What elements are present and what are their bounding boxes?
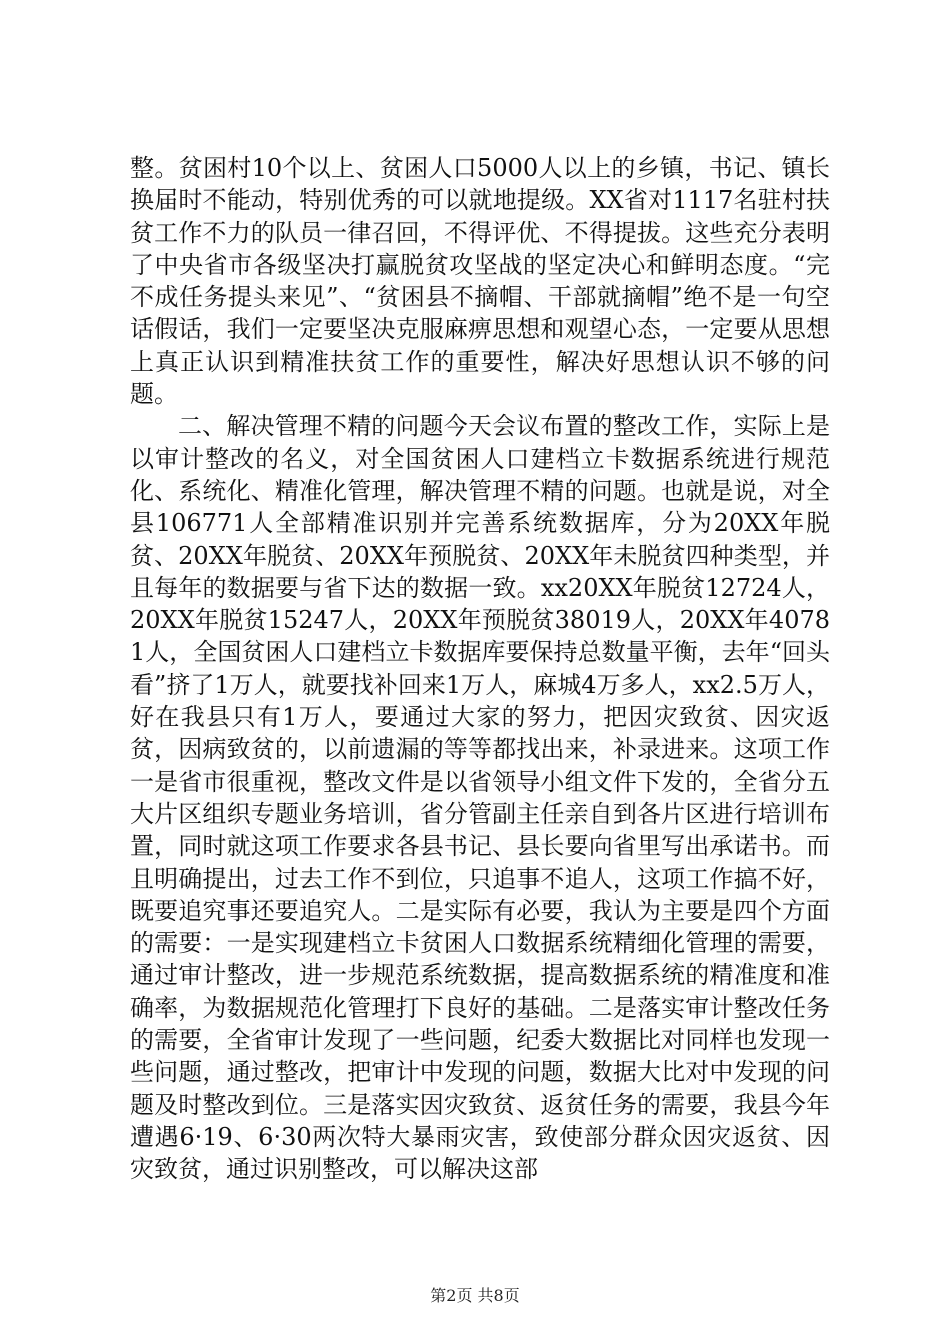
page-footer: 第2页 共8页 [430,1286,520,1305]
paragraph-continued: 整。贫困村10个以上、贫困人口5000人以上的乡镇，书记、镇长换届时不能动，特别优秀的可以就地提级。XX省对1117名驻村扶贫工作不力的队员一律召回，不得评优、不得提拔。这些充分表明了中央省市各级坚决打赢脱贫攻坚战的坚定决心和鲜明态度。“完不成任务提头来见”、“贫困县不摘帽、干部就摘帽”绝不是一句空话假话，我们一定要坚决克服麻痹思想和观望心态，一定要从思想上真正认识到精准扶贫工作的重要性，解决好思想认识不够的问题。 [130,154,830,409]
document-body [130,152,830,1186]
paragraph-section-two: 二、解决管理不精的问题今天会议布置的整改工作，实际上是以审计整改的名义，对全国贫困人口建档立卡数据系统进行规范化、系统化、精准化管理，解决管理不精的问题。也就是说，对全县106771人全部精准识别并完善系统数据库，分为20XX年脱贫、20XX年脱贫、20XX年预脱贫、20XX年未脱贫四种类型，并且每年的数据要与省下达的数据一致。xx20XX年脱贫12724人，20XX年脱贫15247人，20XX年预脱贫38019人，20XX年40781人，全国贫困人口建档立卡数据库要保持总数量平衡，去年“回头看”挤了1万人，就要找补回来1万人，麻城4万多人，xx2.5万人，好在我县只有1万人，要通过大家的努力，把因灾致贫、因灾返贫，因病致贫的，以前遗漏的等等都找出来，补录进来。这项工作一是省市很重视，整改文件是以省领导小组文件下发的，全省分五大片区组织专题业务培训，省分管副主任亲自到各片区进行培训布置，同时就这项工作要求各县书记、县长要向省里写出承诺书。而且明确提出，过去工作不到位，只追事不追人，这项工作搞不好，既要追究事还要追究人。二是实际有必要，我认为主要是四个方面的需要：一是实现建档立卡贫困人口数据系统精细化管理的需要，通过审计整改，进一步规范系统数据，提高数据系统的精准度和准确率，为数据规范化管理打下良好的基础。二是落实审计整改任务的需要，全省审计发现了一些问题，纪委大数据比对同样也发现一些问题，通过整改，把审计中发现的问题，数据大比对中发现的问题及时整改到位。三是落实因灾致贫、返贫任务的需要，我县今年遭遇6·19、6·30两次特大暴雨灾害，致使部分群众因灾返贫、因灾致贫，通过识别整改，可以解决这部 [130,412,830,1184]
